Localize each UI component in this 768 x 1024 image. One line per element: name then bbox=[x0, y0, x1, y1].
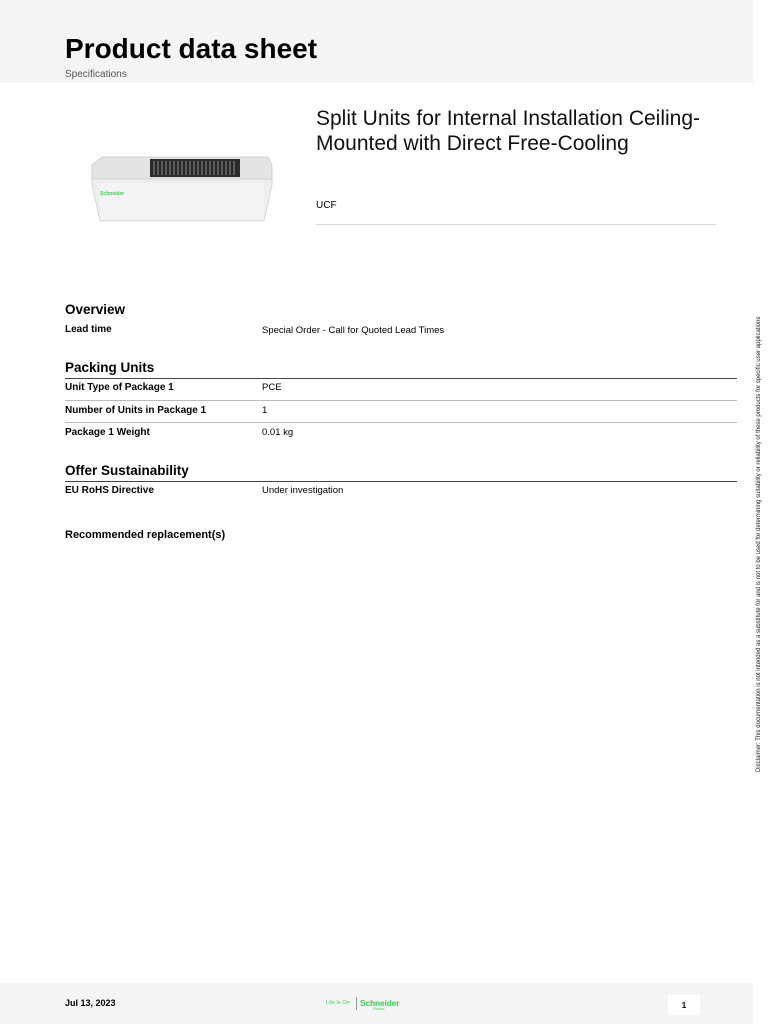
spec-label: EU RoHS Directive bbox=[65, 485, 154, 496]
page-footer bbox=[0, 983, 753, 1024]
row-divider bbox=[65, 422, 737, 423]
page-number: 1 bbox=[681, 1001, 687, 1010]
brand-subname: Electric bbox=[373, 1007, 385, 1011]
page-number-box bbox=[668, 995, 700, 1015]
brand-separator bbox=[356, 997, 357, 1010]
spec-value: 1 bbox=[262, 405, 268, 416]
disclaimer-text: Disclaimer: This documentation is not intended as a substitute for and is not to be used for determining suitability or reliability of these products for specific user applications bbox=[756, 316, 762, 772]
row-divider bbox=[65, 400, 737, 401]
page-title: Product data sheet bbox=[65, 33, 318, 64]
section-title-overview: Overview bbox=[65, 302, 126, 317]
divider bbox=[316, 224, 716, 225]
brand-tagline: Life Is On bbox=[326, 1000, 350, 1006]
product-image bbox=[88, 155, 274, 223]
spec-label: Package 1 Weight bbox=[65, 427, 150, 438]
section-title-sustainability: Offer Sustainability bbox=[65, 463, 189, 478]
brand-logo bbox=[326, 997, 406, 1011]
page-subtitle: Specifications bbox=[65, 69, 127, 80]
spec-value: 0.01 kg bbox=[262, 427, 294, 438]
section-rule bbox=[65, 481, 737, 482]
product-title: Split Units for Internal Installation Ceiling-Mounted with Direct Free-Cooling bbox=[316, 107, 701, 155]
product-logo-text: Schneider bbox=[100, 191, 125, 197]
spec-value: Under investigation bbox=[262, 485, 344, 496]
section-rule bbox=[65, 378, 737, 379]
footer-date: Jul 13, 2023 bbox=[65, 998, 116, 1008]
section-title-replacement: Recommended replacement(s) bbox=[65, 529, 226, 541]
spec-value: PCE bbox=[262, 382, 282, 393]
spec-label: Number of Units in Package 1 bbox=[65, 405, 207, 416]
page-header bbox=[0, 0, 753, 83]
spec-label: Unit Type of Package 1 bbox=[65, 382, 174, 393]
section-title-packing: Packing Units bbox=[65, 360, 155, 375]
product-code: UCF bbox=[316, 200, 337, 211]
brand-name: Schneider bbox=[360, 998, 400, 1008]
spec-label: Lead time bbox=[65, 324, 112, 335]
spec-value: Special Order - Call for Quoted Lead Times bbox=[262, 325, 445, 336]
